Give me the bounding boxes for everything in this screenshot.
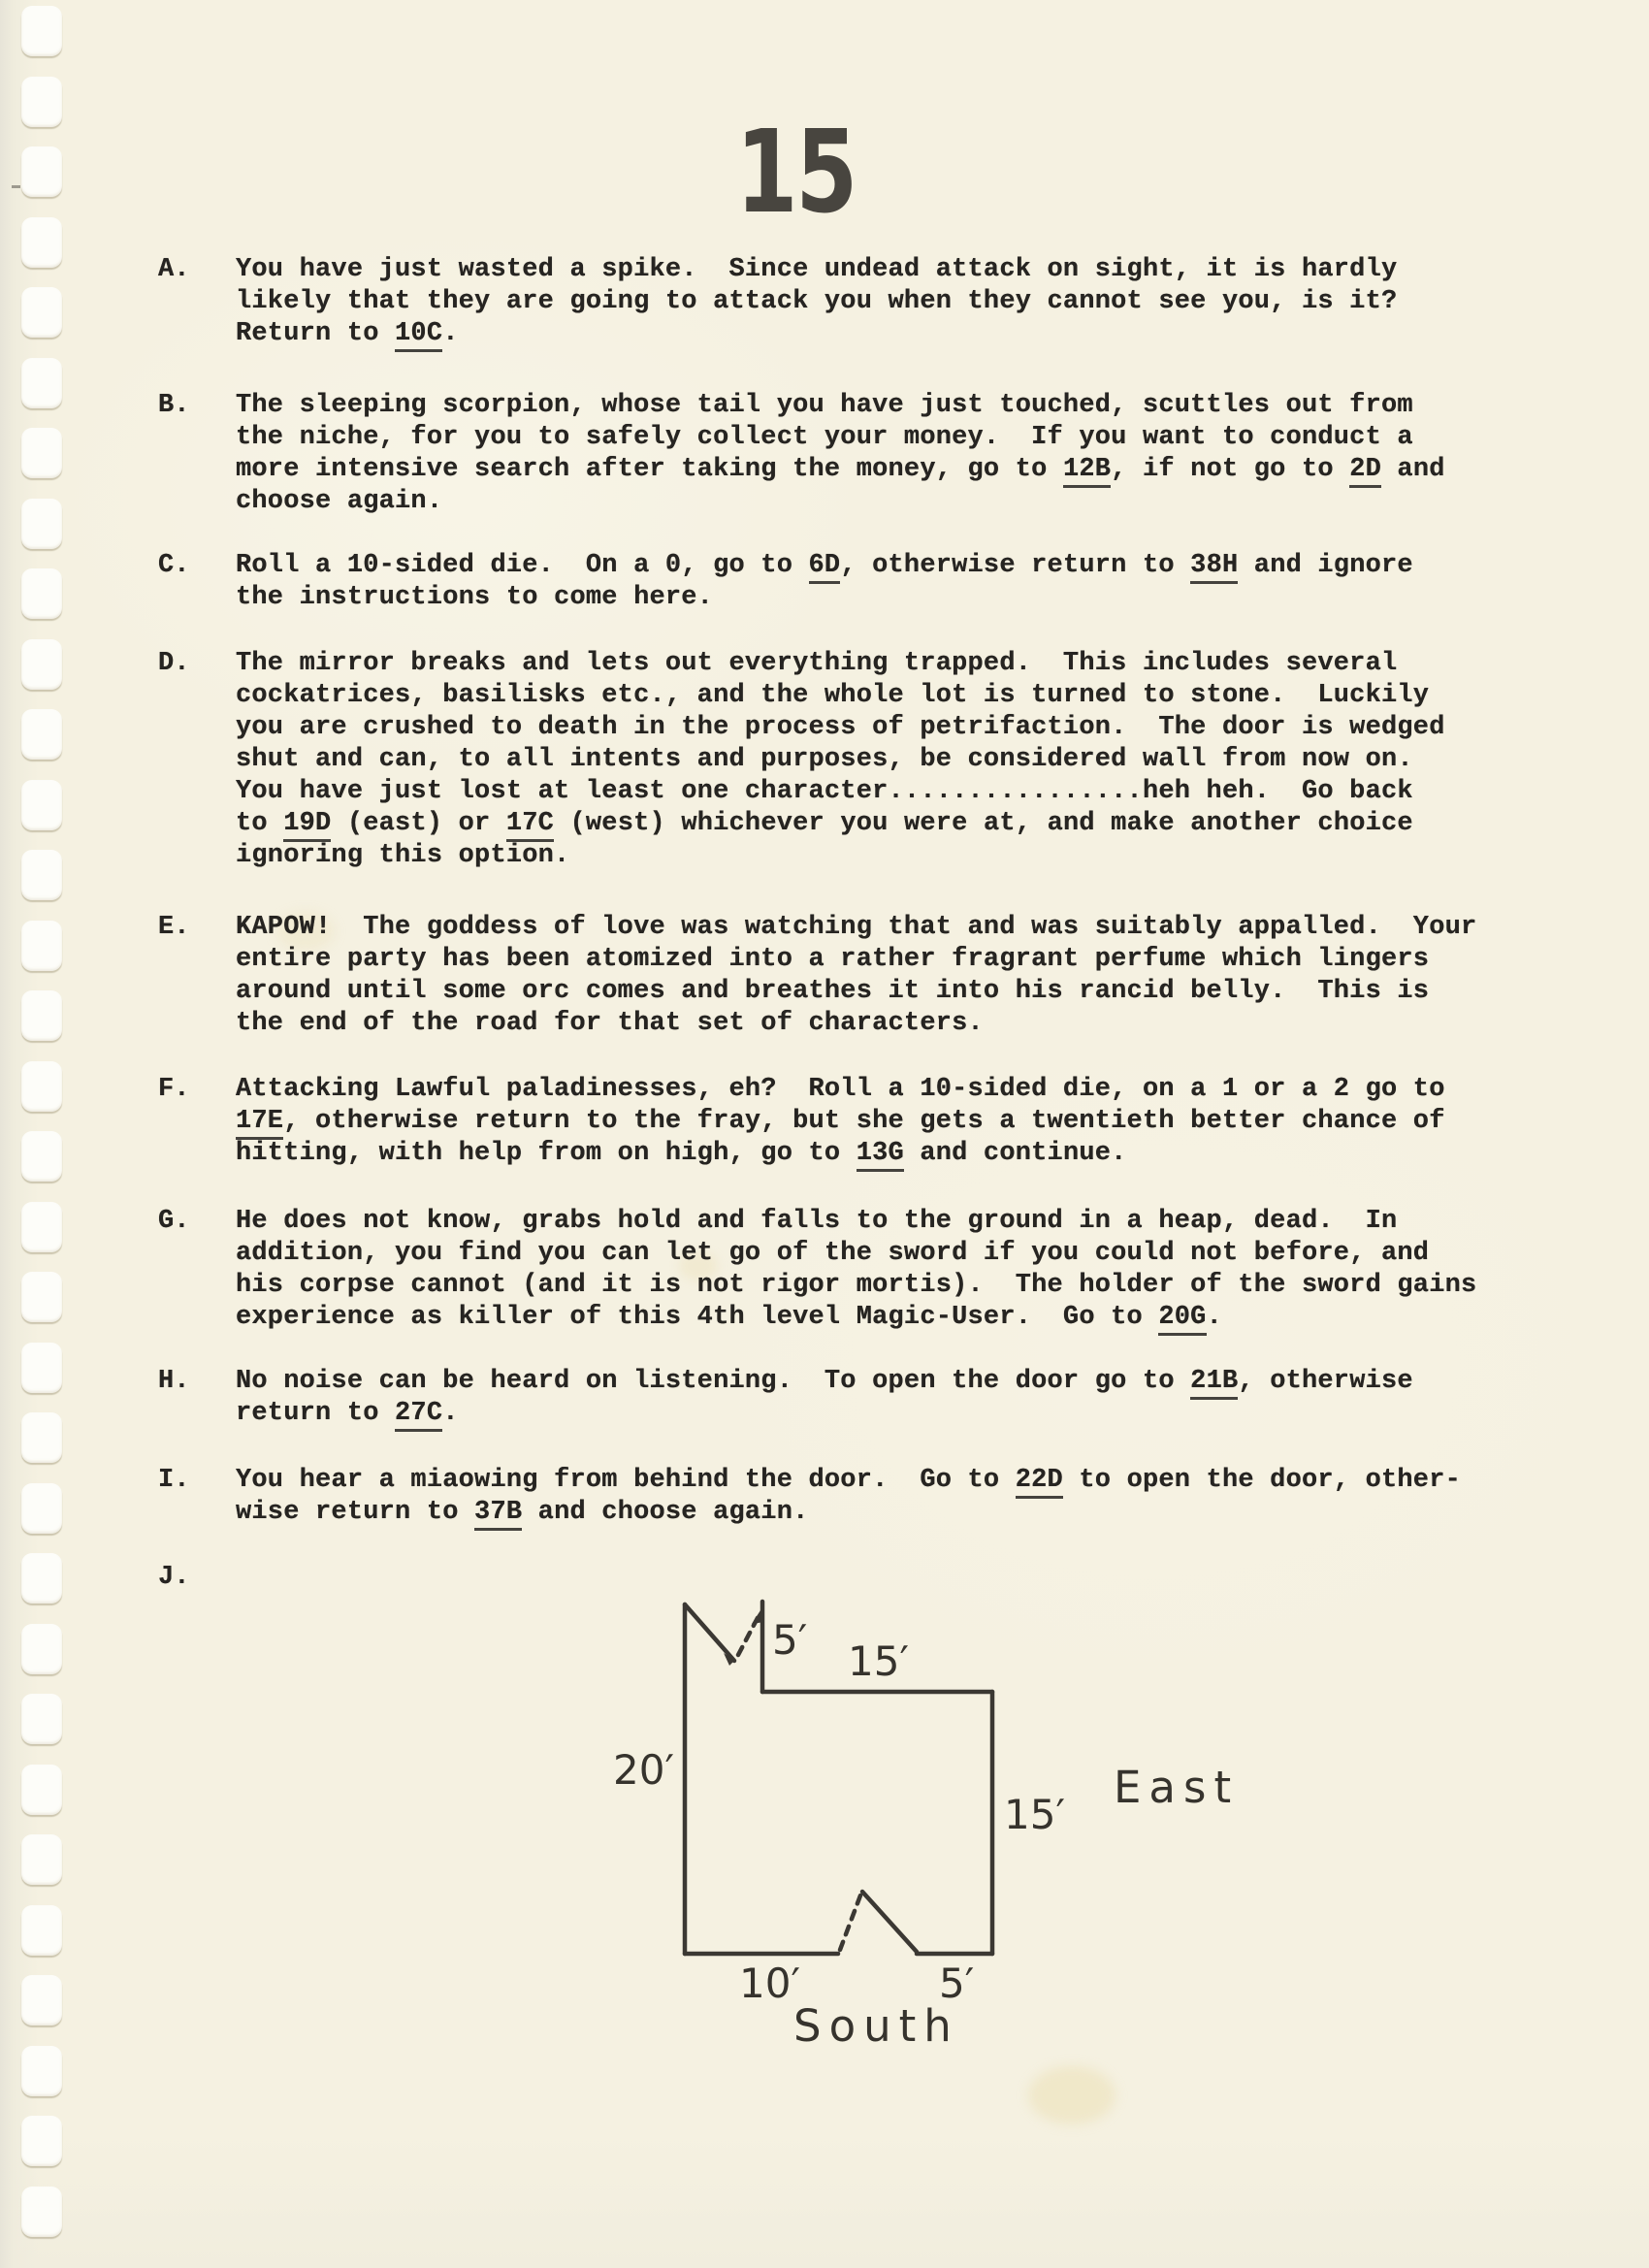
- section-text: [236, 254, 1397, 350]
- binding-hole: [21, 568, 62, 619]
- binding-hole: [21, 6, 62, 56]
- text-line: You have just lost at least one character................heh heh. Go back: [236, 777, 1413, 806]
- section-letter: H.: [158, 1367, 190, 1396]
- binding-hole: [21, 1272, 62, 1322]
- binding-hole: [21, 1412, 62, 1463]
- text-line: cockatrices, basilisks etc., and the whole lot is turned to stone. Luckily: [236, 681, 1430, 710]
- section-reference: 17E: [236, 1107, 283, 1140]
- text-line: ignoring this option.: [236, 841, 570, 870]
- text-line: the instructions to come here.: [236, 583, 714, 612]
- label-south-direction: South: [793, 2000, 959, 2052]
- section-reference: 17C: [506, 809, 554, 842]
- text-line: more intensive search after taking the money, go to 12B, if not go to 2D and: [236, 454, 1445, 486]
- binding-hole: [21, 990, 62, 1041]
- text-line: No noise can be heard on listening. To open the door go to 21B, otherwise: [236, 1366, 1413, 1398]
- binding-hole: [21, 1483, 62, 1534]
- south-door-leaf: [862, 1892, 917, 1952]
- section-text: [236, 1465, 1461, 1529]
- section-reference: 27C: [395, 1399, 442, 1432]
- text-line: the end of the road for that set of characters.: [236, 1009, 984, 1038]
- text-line: experience as killer of this 4th level Magic-User. Go to 20G.: [236, 1302, 1476, 1334]
- text-line: shut and can, to all intents and purposes, be considered wall from now on.: [236, 745, 1413, 774]
- text-line: likely that they are going to attack you when they cannot see you, is it?: [236, 287, 1398, 316]
- binding-hole: [21, 1343, 62, 1393]
- binding-hole: [21, 709, 62, 760]
- label-south-right: 5′: [939, 1960, 975, 2007]
- text-line: wise return to 37B and choose again.: [236, 1497, 1461, 1529]
- section-reference: 22D: [1016, 1466, 1063, 1499]
- binding-hole: [21, 1624, 62, 1674]
- section-reference: 13G: [857, 1139, 904, 1172]
- label-north-wall: 15′: [848, 1637, 909, 1685]
- binding-hole: [21, 1202, 62, 1252]
- section-letter: F.: [158, 1075, 190, 1104]
- north-door-leaf: [685, 1604, 734, 1661]
- section-letter: D.: [158, 649, 190, 678]
- section-text: [236, 550, 1413, 614]
- binding-hole: [21, 2187, 62, 2237]
- text-line: hitting, with help from on high, go to 13G and continue.: [236, 1138, 1445, 1170]
- binding-hole: [21, 1061, 62, 1112]
- section-letter: I.: [158, 1466, 190, 1495]
- text-line: around until some orc comes and breathes it into his rancid belly. This is: [236, 977, 1430, 1006]
- binding-hole: [21, 217, 62, 268]
- label-door-top: 5′: [772, 1616, 808, 1664]
- section-text: [236, 1074, 1445, 1170]
- text-line: addition, you find you can let go of the sword if you could not before, and: [236, 1239, 1430, 1268]
- section-reference: 37B: [474, 1498, 522, 1531]
- section-reference: 19D: [283, 809, 331, 842]
- label-east-direction: East: [1114, 1762, 1240, 1813]
- section-reference: 20G: [1158, 1303, 1206, 1336]
- label-south-left: 10′: [739, 1960, 800, 2007]
- text-line: Roll a 10-sided die. On a 0, go to 6D, otherwise return to 38H and ignore: [236, 550, 1413, 582]
- text-line: He does not know, grabs hold and falls to the ground in a heap, dead. In: [236, 1207, 1398, 1236]
- text-line: the niche, for you to safely collect your money. If you want to conduct a: [236, 423, 1413, 452]
- text-line: you are crushed to death in the process of petrifaction. The door is wedged: [236, 713, 1445, 742]
- south-door-swing: [840, 1895, 860, 1950]
- binding-hole: [21, 146, 62, 197]
- text-line: Return to 10C.: [236, 318, 1397, 350]
- text-line: The sleeping scorpion, whose tail you have just touched, scuttles out from: [236, 391, 1413, 420]
- text-line: The mirror breaks and lets out everything trapped. This includes several: [236, 649, 1398, 678]
- section-reference: 2D: [1349, 455, 1381, 488]
- section-text: [236, 390, 1445, 518]
- text-line: entire party has been atomized into a rather fragrant perfume which lingers: [236, 945, 1430, 974]
- text-line: You hear a miaowing from behind the door. Go to 22D to open the door, other-: [236, 1465, 1461, 1497]
- section-reference: 6D: [809, 551, 841, 584]
- section-letter: E.: [158, 913, 190, 942]
- binding-hole: [21, 1905, 62, 1956]
- text-line: KAPOW! The goddess of love was watching that and was suitably appalled. Your: [236, 913, 1477, 942]
- binding-hole: [21, 1765, 62, 1815]
- text-line: 17E, otherwise return to the fray, but she gets a twentieth better chance of: [236, 1106, 1445, 1138]
- binding-hole: [21, 358, 62, 408]
- binding-hole: [21, 1694, 62, 1744]
- section-reference: 10C: [395, 319, 442, 352]
- binding-hole: [21, 499, 62, 549]
- binding-hole: [21, 639, 62, 690]
- section-letter: G.: [158, 1207, 190, 1236]
- binding-hole: [21, 2046, 62, 2096]
- label-west-wall: 20′: [613, 1746, 674, 1794]
- section-reference: 21B: [1190, 1367, 1238, 1400]
- text-line: return to 27C.: [236, 1398, 1413, 1430]
- section-text: [236, 648, 1445, 872]
- text-line: Attacking Lawful paladinesses, eh? Roll a 10-sided die, on a 1 or a 2 go to: [236, 1075, 1445, 1104]
- section-text: [236, 1206, 1476, 1334]
- map-diagram: [543, 1571, 1300, 2095]
- text-line: to 19D (east) or 17C (west) whichever you were at, and make another choice: [236, 808, 1445, 840]
- binding-hole: [21, 428, 62, 478]
- binding-hole: [21, 1834, 62, 1885]
- section-letter: J.: [158, 1563, 190, 1592]
- edge-speck: [12, 185, 20, 188]
- binding-hole: [21, 850, 62, 900]
- binding-hole: [21, 2116, 62, 2166]
- binding-hole: [21, 921, 62, 971]
- binding-hole: [21, 1553, 62, 1604]
- section-letter: A.: [158, 255, 190, 284]
- label-east-wall: 15′: [1004, 1791, 1065, 1838]
- section-letter: B.: [158, 391, 190, 420]
- binding-hole: [21, 780, 62, 830]
- binding-hole: [21, 1975, 62, 2025]
- page-number: 15: [735, 105, 856, 239]
- text-line: choose again.: [236, 487, 443, 516]
- binding-hole: [21, 1131, 62, 1182]
- section-text: [236, 912, 1476, 1040]
- text-line: You have just wasted a spike. Since undead attack on sight, it is hardly: [236, 255, 1398, 284]
- text-line: his corpse cannot (and it is not rigor mortis). The holder of the sword gains: [236, 1271, 1477, 1300]
- binding-hole: [21, 287, 62, 338]
- section-text: [236, 1366, 1413, 1430]
- section-letter: C.: [158, 551, 190, 580]
- binding-hole: [21, 77, 62, 127]
- section-reference: 38H: [1190, 551, 1238, 584]
- section-reference: 12B: [1063, 455, 1111, 488]
